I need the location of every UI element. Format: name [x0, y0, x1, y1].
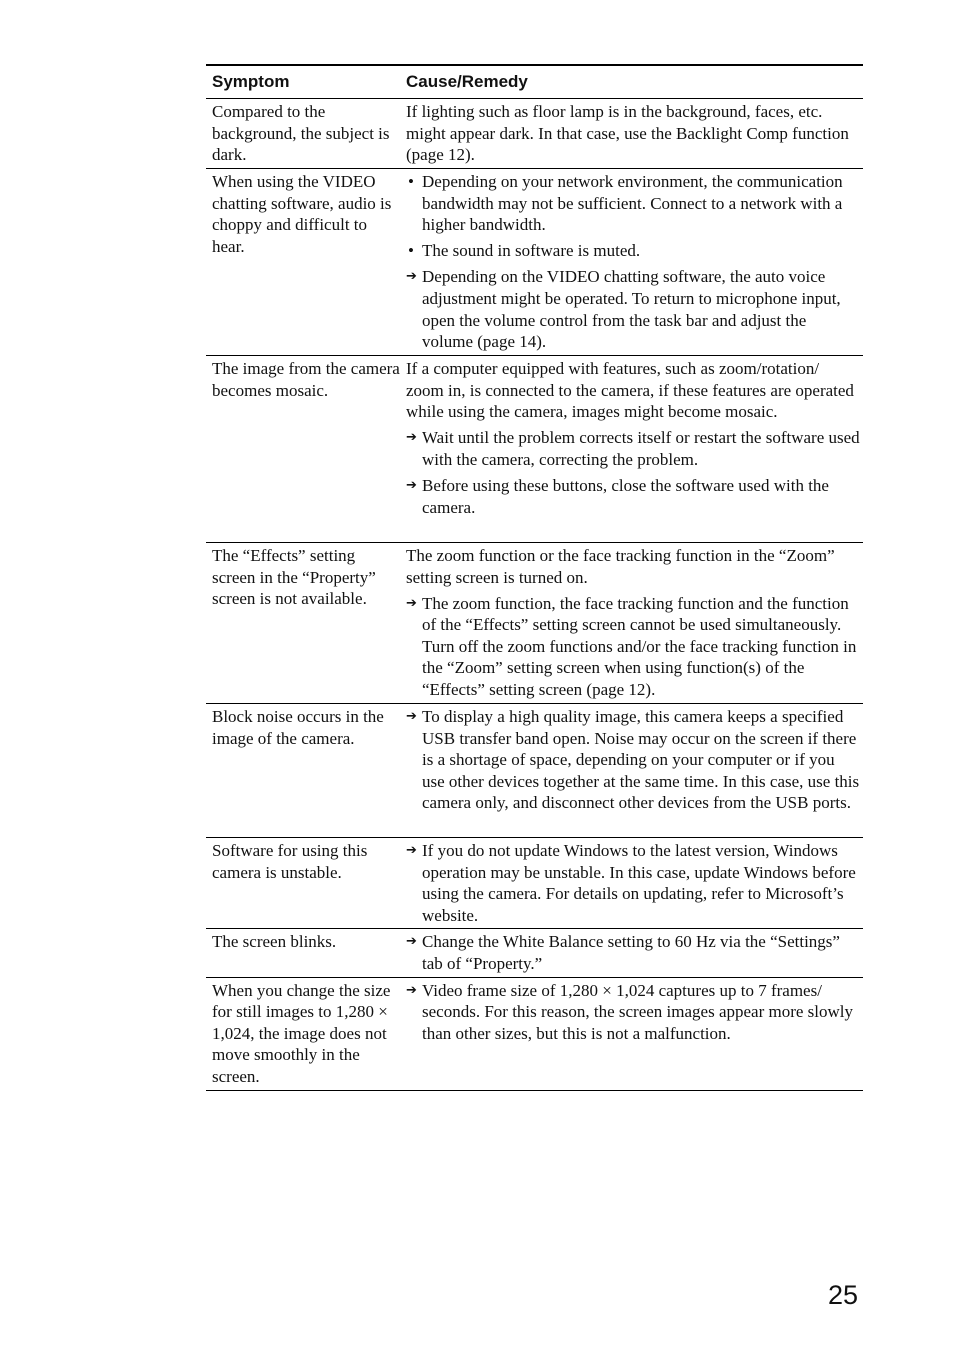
- bullet-icon: •: [408, 172, 414, 191]
- arrow-right-icon: ➔: [406, 477, 417, 493]
- cause-text: If lighting such as floor lamp is in the background, faces, etc. might appear dark. In that case, use the Backlight Comp function (page 12).: [406, 102, 849, 165]
- table-header: [206, 66, 863, 99]
- symptom-cell: Block noise occurs in the image of the camera.: [212, 707, 384, 748]
- bullet-icon: •: [408, 241, 414, 261]
- arrow-right-icon: ➔: [406, 934, 417, 950]
- symptom-cell: When you change the size for still images to 1,280 × 1,024, the image does not move smoothly in the screen.: [212, 980, 391, 1086]
- remedy-item: [406, 840, 861, 926]
- bullet-text: Depending on your network environment, the communication bandwidth may not be sufficient. Connect to a network with a higher bandwidth.: [422, 172, 843, 235]
- arrow-right-icon: ➔: [406, 982, 417, 998]
- table-row: [206, 543, 863, 704]
- cause-remedy-cell: [400, 838, 863, 928]
- bullet-item: [406, 240, 861, 262]
- cause-remedy-cell: [400, 929, 863, 976]
- arrow-right-icon: ➔: [406, 595, 417, 611]
- cause-remedy-cell: [400, 704, 863, 837]
- remedy-item: [406, 593, 861, 701]
- table-body: [206, 99, 863, 1091]
- table-row: [206, 704, 863, 838]
- cause-remedy-cell: [400, 543, 863, 703]
- arrow-right-icon: ➔: [406, 709, 417, 724]
- symptom-cell: Compared to the background, the subject is dark.: [212, 102, 390, 165]
- remedy-text: Video frame size of 1,280 × 1,024 captures up to 7 frames/ seconds. For this reason, the screen images appear more slowly than other sizes, but this is not a malfunction.: [422, 980, 854, 1043]
- symptom-column-header: Symptom: [212, 72, 290, 91]
- symptom-cell: Software for using this camera is unstable.: [212, 841, 368, 882]
- table-row: [206, 356, 863, 543]
- table-row: [206, 838, 863, 929]
- remedy-item: [406, 475, 861, 518]
- arrow-right-icon: ➔: [406, 269, 417, 285]
- remedy-text: Change the White Balance setting to 60 Hz via the “Settings” tab of “Property.”: [422, 932, 840, 973]
- remedy-text: Wait until the problem corrects itself or restart the software used with the camera, correcting the problem.: [422, 428, 860, 469]
- table-row: [206, 929, 863, 977]
- remedy-text: Depending on the VIDEO chatting software, the auto voice adjustment might be operated. To return to microphone input, open the volume control from the task bar and adjust the volume (page 14).: [422, 267, 841, 352]
- cause-text: If a computer equipped with features, such as zoom/rotation/ zoom in, is connected to the camera, if these features are operated while using the camera, images might become mosaic.: [406, 359, 854, 422]
- cause-remedy-column-header: Cause/Remedy: [406, 72, 528, 91]
- remedy-item: [406, 266, 861, 352]
- cause-remedy-cell: [400, 169, 863, 355]
- symptom-cell: The image from the camera becomes mosaic.: [212, 359, 400, 400]
- cause-remedy-cell: [400, 978, 863, 1090]
- remedy-text: If you do not update Windows to the latest version, Windows operation may be unstable. In this case, update Windows before using the camera. For details on updating, refer to Microsoft’s website.: [422, 841, 856, 925]
- remedy-item: [406, 980, 861, 1045]
- troubleshooting-table: [206, 64, 863, 1091]
- remedy-item: [406, 706, 861, 814]
- remedy-item: [406, 931, 861, 974]
- table-row: [206, 169, 863, 356]
- symptom-cell: The screen blinks.: [212, 932, 337, 952]
- cause-remedy-cell: [400, 99, 863, 168]
- page-number: 25: [828, 1280, 859, 1310]
- table-row: [206, 978, 863, 1091]
- arrow-right-icon: ➔: [406, 430, 417, 446]
- symptom-cell: When using the VIDEO chatting software, audio is choppy and difficult to hear.: [212, 172, 392, 256]
- symptom-cell: The “Effects” setting screen in the “Property” screen is not available.: [212, 546, 376, 609]
- remedy-item: [406, 427, 861, 470]
- bullet-text: The sound in software is muted.: [422, 241, 641, 261]
- table-row: [206, 99, 863, 169]
- remedy-text: To display a high quality image, this camera keeps a specified USB transfer band open. Noise may occur on the screen if there is a shortage of space, depending on your computer or if you use other devices together at the same time. In this case, use this camera only, and disconnect other devices from the USB ports.: [422, 707, 860, 813]
- arrow-right-icon: ➔: [406, 843, 417, 858]
- remedy-text: Before using these buttons, close the software used with the camera.: [422, 475, 829, 517]
- remedy-text: The zoom function, the face tracking function and the function of the “Effects” setting screen cannot be used simultaneously. Turn off the zoom functions and/or the face tracking function in the “Zoom” setting screen when using function(s) of the “Effects” setting screen (page 12).: [422, 593, 857, 700]
- cause-remedy-cell: [400, 356, 863, 542]
- bullet-item: [406, 171, 861, 236]
- cause-text: The zoom function or the face tracking function in the “Zoom” setting screen is turned on.: [406, 546, 835, 587]
